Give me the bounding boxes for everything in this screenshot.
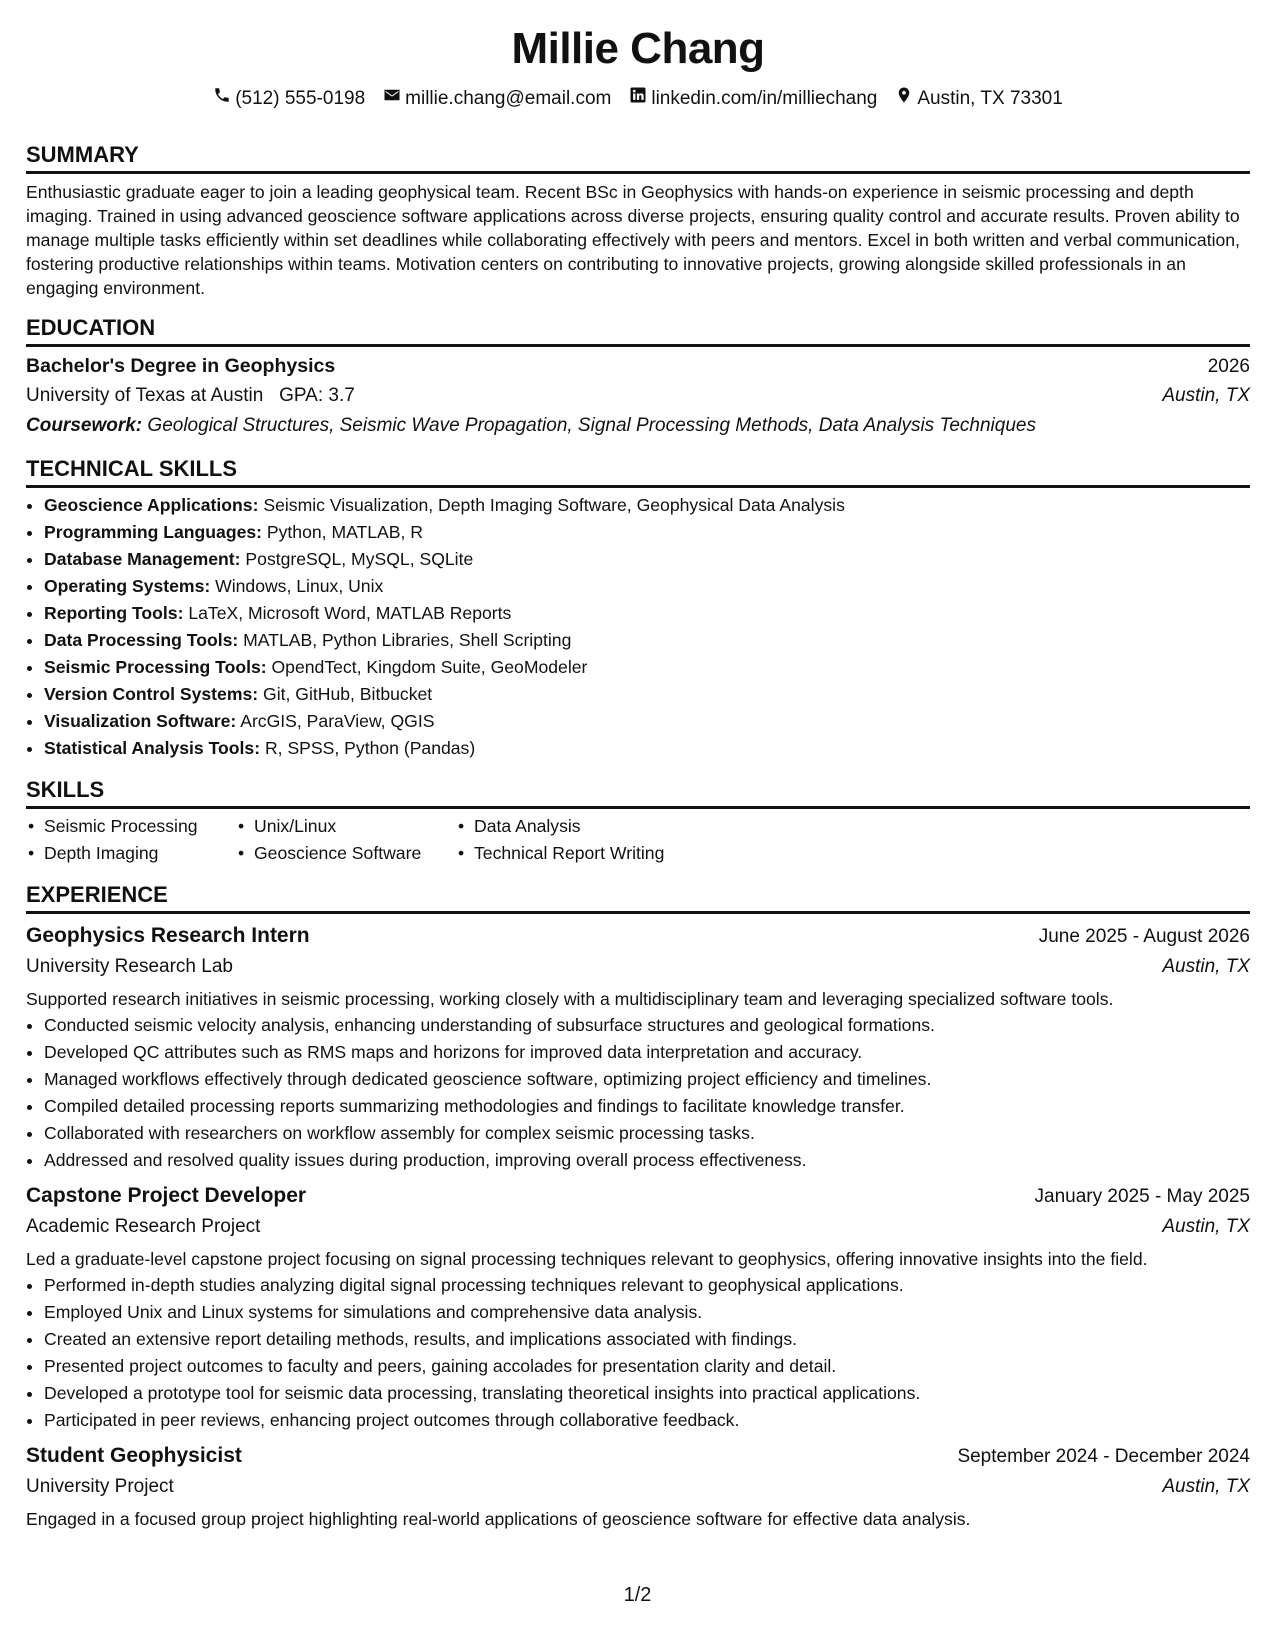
skill-values: LaTeX, Microsoft Word, MATLAB Reports	[188, 603, 512, 623]
job-title: Geophysics Research Intern	[26, 924, 310, 947]
job-company: University Research Lab	[26, 956, 233, 977]
skill-category: Visualization Software:	[44, 711, 237, 731]
school-line	[26, 381, 355, 411]
list-item: • Managed workflows effectively through dedicated geoscience software, optimizing project efficiency and timelines.	[44, 1066, 1250, 1093]
job-dates: June 2025 - August 2026	[1038, 926, 1250, 947]
list-item	[44, 708, 1250, 735]
skill-category: Programming Languages:	[44, 522, 262, 542]
skill-values: Git, GitHub, Bitbucket	[263, 684, 433, 704]
list-item	[44, 681, 1250, 708]
resume-page	[26, 0, 1250, 1532]
job-location: Austin, TX	[1162, 1476, 1250, 1497]
list-item: • Developed QC attributes such as RMS maps and horizons for improved data interpretation and accuracy.	[44, 1039, 1250, 1066]
graduation-year: 2026	[1207, 356, 1250, 377]
contact-email[interactable]	[383, 86, 611, 111]
skill-values: Seismic Visualization, Depth Imaging Software, Geophysical Data Analysis	[263, 495, 845, 515]
job-title: Student Geophysicist	[26, 1444, 242, 1467]
job-subheader	[26, 1212, 1250, 1242]
skill-category: Geoscience Applications:	[44, 495, 259, 515]
education-row-1	[26, 351, 1250, 381]
school-name: University of Texas at Austin	[26, 385, 264, 406]
job-title: Capstone Project Developer	[26, 1184, 307, 1207]
education-section	[26, 314, 1250, 441]
job-entry	[26, 1440, 1250, 1532]
list-item: • Developed a prototype tool for seismic data processing, translating theoretical insights into practical applications.	[44, 1380, 1250, 1407]
job-bullets	[26, 1012, 1250, 1174]
location-text: Austin, TX 73301	[917, 87, 1063, 109]
phone-icon	[213, 86, 231, 111]
job-dates: January 2025 - May 2025	[1034, 1186, 1250, 1207]
job-entry	[26, 920, 1250, 1174]
skill-values: R, SPSS, Python (Pandas)	[264, 738, 476, 758]
job-location: Austin, TX	[1162, 1216, 1250, 1237]
list-item: • Compiled detailed processing reports summarizing methodologies and findings to facilitate knowledge transfer.	[44, 1093, 1250, 1120]
technical-skills-section	[26, 455, 1250, 762]
skill-item: • Unix/Linux	[236, 813, 456, 840]
envelope-icon	[383, 86, 401, 111]
skill-item: • Technical Report Writing	[456, 840, 716, 867]
skill-category: Database Management:	[44, 549, 241, 569]
contact-linkedin[interactable]	[629, 86, 877, 111]
contact-phone[interactable]	[213, 86, 365, 111]
list-item	[44, 492, 1250, 519]
experience-heading: EXPERIENCE	[26, 881, 1250, 914]
list-item: • Created an extensive report detailing methods, results, and implications associated with findings.	[44, 1326, 1250, 1353]
linkedin-icon	[629, 86, 647, 111]
page-number: 1/2	[623, 1584, 652, 1606]
skill-item: • Data Analysis	[456, 813, 716, 840]
list-item	[44, 735, 1250, 762]
job-description: Led a graduate-level capstone project focusing on signal processing techniques relevant to geophysics, offering innovative insights into the field.	[26, 1249, 1148, 1269]
skill-category: Version Control Systems:	[44, 684, 259, 704]
skill-values: OpendTect, Kingdom Suite, GeoModeler	[271, 657, 588, 677]
list-item	[44, 546, 1250, 573]
linkedin-text: linkedin.com/in/milliechang	[651, 87, 878, 109]
technical-skills-list	[26, 492, 1250, 762]
skill-category: Statistical Analysis Tools:	[44, 738, 261, 758]
gpa: GPA: 3.7	[279, 385, 355, 406]
job-dates: September 2024 - December 2024	[957, 1446, 1250, 1467]
skill-category: Reporting Tools:	[44, 603, 184, 623]
skill-category: Seismic Processing Tools:	[44, 657, 267, 677]
skill-values: ArcGIS, ParaView, QGIS	[240, 711, 435, 731]
skill-values: PostgreSQL, MySQL, SQLite	[245, 549, 474, 569]
skill-category: Data Processing Tools:	[44, 630, 239, 650]
education-row-2	[26, 381, 1250, 411]
job-bullets	[26, 1272, 1250, 1434]
list-item: • Addressed and resolved quality issues during production, improving overall process effectiveness.	[44, 1147, 1250, 1174]
coursework-list: Geological Structures, Seismic Wave Propagation, Signal Processing Methods, Data Analysis Techniques	[147, 415, 1036, 436]
contact-location	[895, 86, 1062, 111]
list-item	[44, 654, 1250, 681]
technical-skills-heading: TECHNICAL SKILLS	[26, 455, 1250, 488]
list-item	[44, 627, 1250, 654]
job-location: Austin, TX	[1162, 956, 1250, 977]
list-item: • Presented project outcomes to faculty and peers, gaining accolades for presentation clarity and detail.	[44, 1353, 1250, 1380]
list-item: • Conducted seismic velocity analysis, enhancing understanding of subsurface structures and geological formations.	[44, 1012, 1250, 1039]
degree-name: Bachelor's Degree in Geophysics	[26, 355, 336, 377]
list-item	[44, 573, 1250, 600]
contact-bar	[26, 86, 1250, 111]
job-subheader	[26, 952, 1250, 982]
job-description: Engaged in a focused group project highlighting real-world applications of geoscience software for effective data analysis.	[26, 1509, 971, 1529]
skills-heading: SKILLS	[26, 776, 1250, 809]
job-company: Academic Research Project	[26, 1216, 261, 1237]
job-description: Supported research initiatives in seismic processing, working closely with a multidisciplinary team and leveraging specialized software tools.	[26, 989, 1114, 1009]
list-item: • Collaborated with researchers on workflow assembly for complex seismic processing tasks.	[44, 1120, 1250, 1147]
skill-item: • Seismic Processing	[26, 813, 236, 840]
job-header	[26, 1440, 1250, 1472]
coursework-label: Coursework:	[26, 415, 143, 436]
skill-values: Windows, Linux, Unix	[215, 576, 384, 596]
job-entry	[26, 1180, 1250, 1434]
list-item: • Employed Unix and Linux systems for simulations and comprehensive data analysis.	[44, 1299, 1250, 1326]
phone-text: (512) 555-0198	[235, 87, 366, 109]
summary-section	[26, 141, 1250, 300]
job-header	[26, 1180, 1250, 1212]
skill-category: Operating Systems:	[44, 576, 211, 596]
email-text: millie.chang@email.com	[405, 87, 612, 109]
skill-values: Python, MATLAB, R	[266, 522, 424, 542]
school-location: Austin, TX	[1162, 385, 1250, 406]
experience-section	[26, 881, 1250, 1532]
job-header	[26, 920, 1250, 952]
list-item	[44, 600, 1250, 627]
summary-heading: SUMMARY	[26, 141, 1250, 174]
skill-values: MATLAB, Python Libraries, Shell Scripting	[243, 630, 572, 650]
job-subheader	[26, 1472, 1250, 1502]
skill-item: • Depth Imaging	[26, 840, 236, 867]
education-heading: EDUCATION	[26, 314, 1250, 347]
candidate-name: Millie Chang	[511, 24, 765, 73]
job-company: University Project	[26, 1476, 174, 1497]
map-pin-icon	[895, 86, 913, 111]
skills-grid	[26, 813, 1250, 867]
skill-item: • Geoscience Software	[236, 840, 456, 867]
list-item	[44, 519, 1250, 546]
skills-section	[26, 776, 1250, 867]
list-item: • Performed in-depth studies analyzing digital signal processing techniques relevant to geophysical applications.	[44, 1272, 1250, 1299]
list-item: • Participated in peer reviews, enhancing project outcomes through collaborative feedback.	[44, 1407, 1250, 1434]
coursework-line	[26, 411, 1250, 441]
summary-text: Enthusiastic graduate eager to join a leading geophysical team. Recent BSc in Geophysics with hands-on experience in seismic processing and depth imaging. Trained in using advanced geoscience software applications across diverse projects, ensuring quality control and accurate results. Proven ability to manage multiple tasks efficiently within set deadlines while collaborating effectively with peers and mentors. Excel in both written and verbal communication, fostering productive relationships within teams. Motivation centers on contributing to innovative projects, growing alongside skilled professionals in an engaging environment.	[26, 182, 1240, 298]
